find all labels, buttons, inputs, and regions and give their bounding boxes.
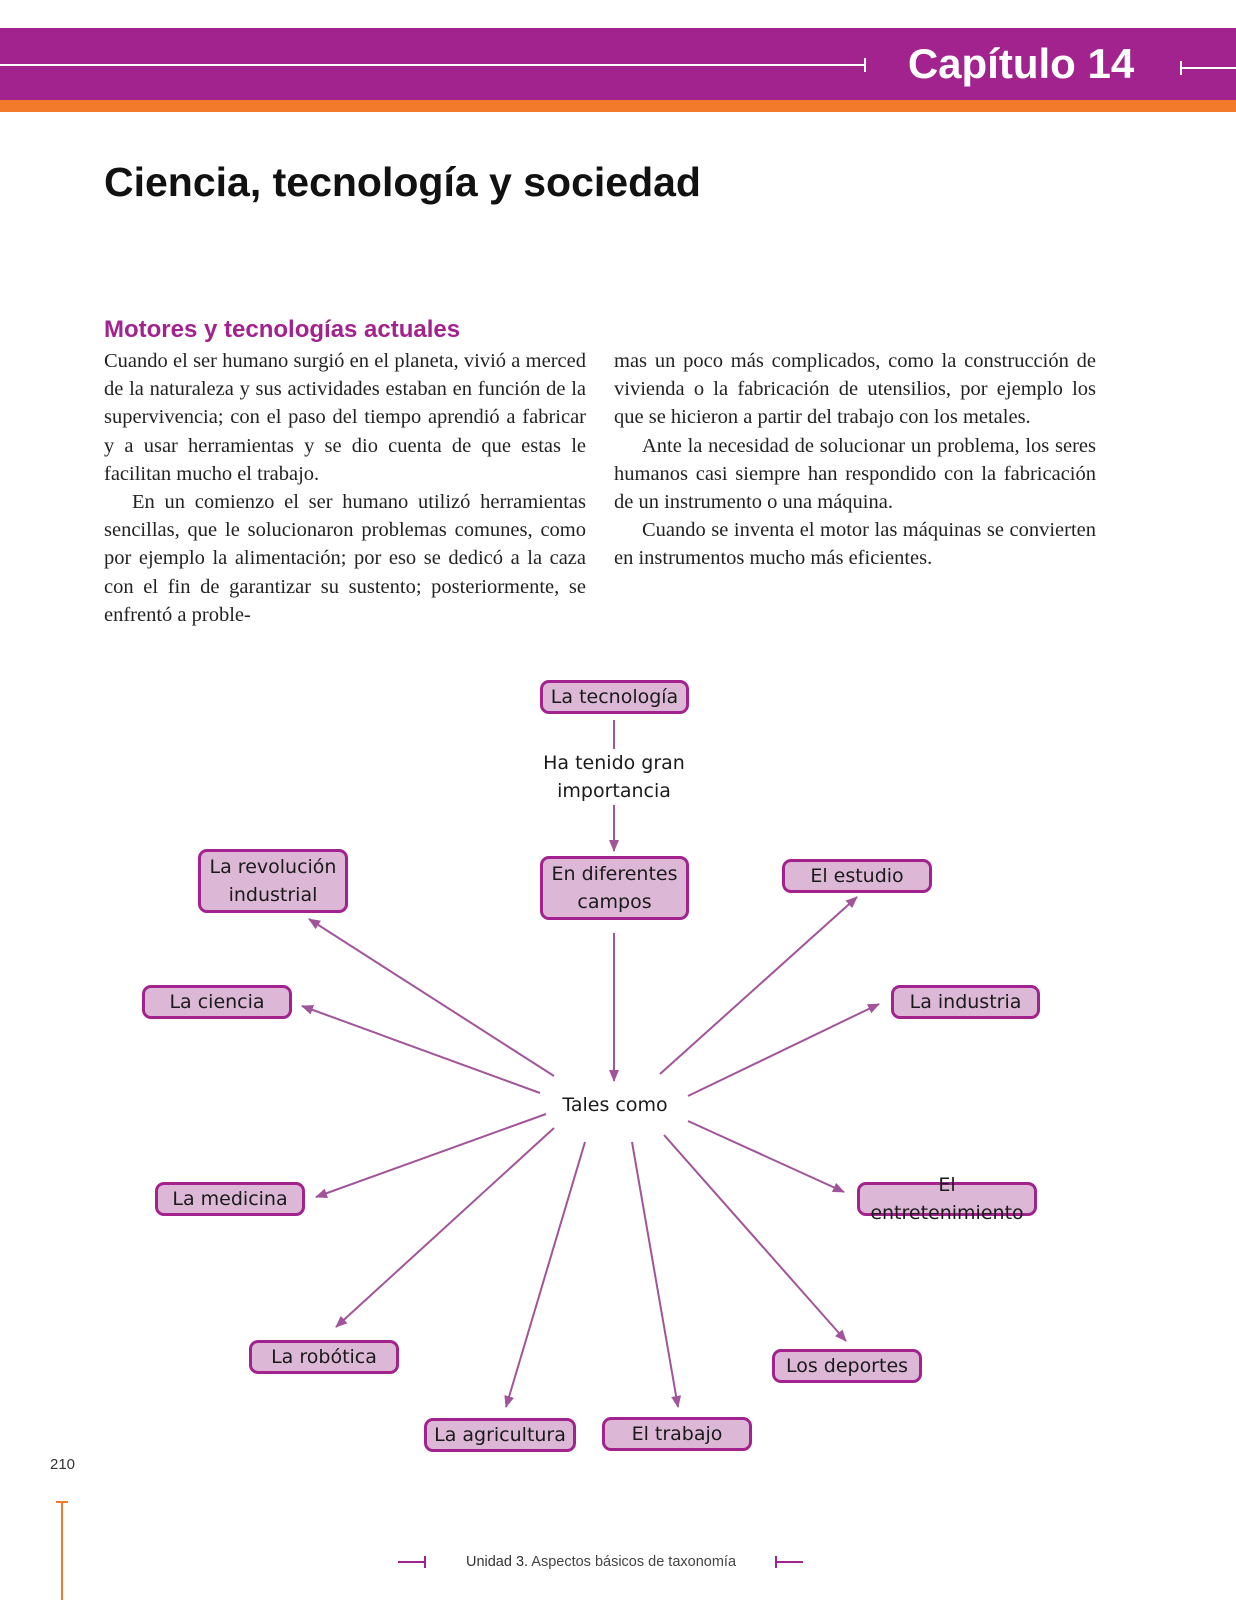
connector-label-2: Tales como	[562, 1094, 668, 1116]
node-entretenimiento	[857, 1174, 1037, 1224]
node-industria	[891, 985, 1040, 1019]
page-title: Ciencia, tecnología y sociedad	[104, 159, 701, 205]
footer-mark-right	[775, 1561, 803, 1563]
arrow-to-agricultura	[506, 1142, 585, 1407]
arrow-to-ciencia	[302, 1006, 540, 1093]
node-root	[540, 680, 689, 714]
page-number: 210	[50, 1456, 76, 1473]
paragraph: mas un poco más complicados, como la construcción de vivienda o la fabricación de utensilios, por ejemplo los que se hicieron a partir del trabajo con los metales.	[614, 350, 1096, 429]
node-label: El entretenimiento	[870, 1174, 1024, 1224]
node-robotica	[249, 1340, 399, 1374]
margin-rule	[61, 1502, 63, 1600]
node-label: La medicina	[172, 1188, 288, 1210]
node-label: El estudio	[810, 865, 904, 887]
footer-unit: Unidad 3.	[465, 1554, 529, 1570]
arrow-to-estudio	[660, 897, 857, 1074]
arrow-to-entretenimiento	[688, 1121, 844, 1192]
node-label: En diferentes campos	[551, 863, 678, 913]
node-revolucion-industrial	[198, 849, 348, 913]
arrow-to-medicina	[316, 1114, 546, 1197]
node-label: La revolución industrial	[209, 856, 337, 906]
node-trabajo	[602, 1417, 752, 1451]
chapter-title: Capítulo 14	[907, 40, 1135, 87]
connector-label-1: Ha tenido gran importancia	[488, 749, 740, 805]
node-label: Los deportes	[785, 1355, 909, 1377]
node-medicina	[155, 1182, 305, 1216]
node-deportes	[772, 1349, 922, 1383]
node-ciencia	[142, 985, 292, 1019]
node-label: La robótica	[271, 1346, 377, 1368]
arrow-to-deportes	[664, 1135, 846, 1341]
node-label: La tecnología	[550, 686, 679, 708]
section-heading: Motores y tecnologías actuales	[104, 316, 461, 343]
node-estudio	[782, 859, 932, 893]
node-label: La ciencia	[169, 991, 265, 1013]
footer-running-title	[396, 1550, 806, 1574]
node-label: La agricultura	[434, 1424, 566, 1446]
node-label: El trabajo	[631, 1423, 723, 1445]
paragraph: Cuando el ser humano surgió en el planeta, vivió a merced de la naturaleza y sus actividades estaban en función de la supervivencia; con el paso del tiempo aprendió a fabricar y a usar herramientas y se dio cuenta de que estas le facilitan mucho el trabajo.	[104, 350, 586, 485]
node-agricultura	[424, 1418, 576, 1452]
paragraph: Ante la necesidad de solucionar un problema, los seres humanos casi siempre han respondido con la fabricación de un instrumento o una máquina.	[614, 434, 1096, 514]
arrow-to-industria	[688, 1004, 879, 1096]
arrow-to-trabajo	[632, 1142, 678, 1407]
paragraph: En un comienzo el ser humano utilizó herramientas sencillas, que le solucionaron problemas comunes, como por ejemplo la alimentación; por eso se dedicó a la caza con el fin de garantizar su sustento; posteriormente, se enfrentó a proble-	[104, 491, 586, 626]
node-middle	[540, 856, 689, 920]
paragraph: Cuando se inventa el motor las máquinas se convierten en instrumentos mucho más eficientes.	[614, 519, 1096, 570]
node-label: La industria	[909, 991, 1022, 1013]
arrow-to-robotica	[336, 1128, 554, 1327]
footer-topic: Aspectos básicos de taxonomía	[531, 1554, 737, 1570]
